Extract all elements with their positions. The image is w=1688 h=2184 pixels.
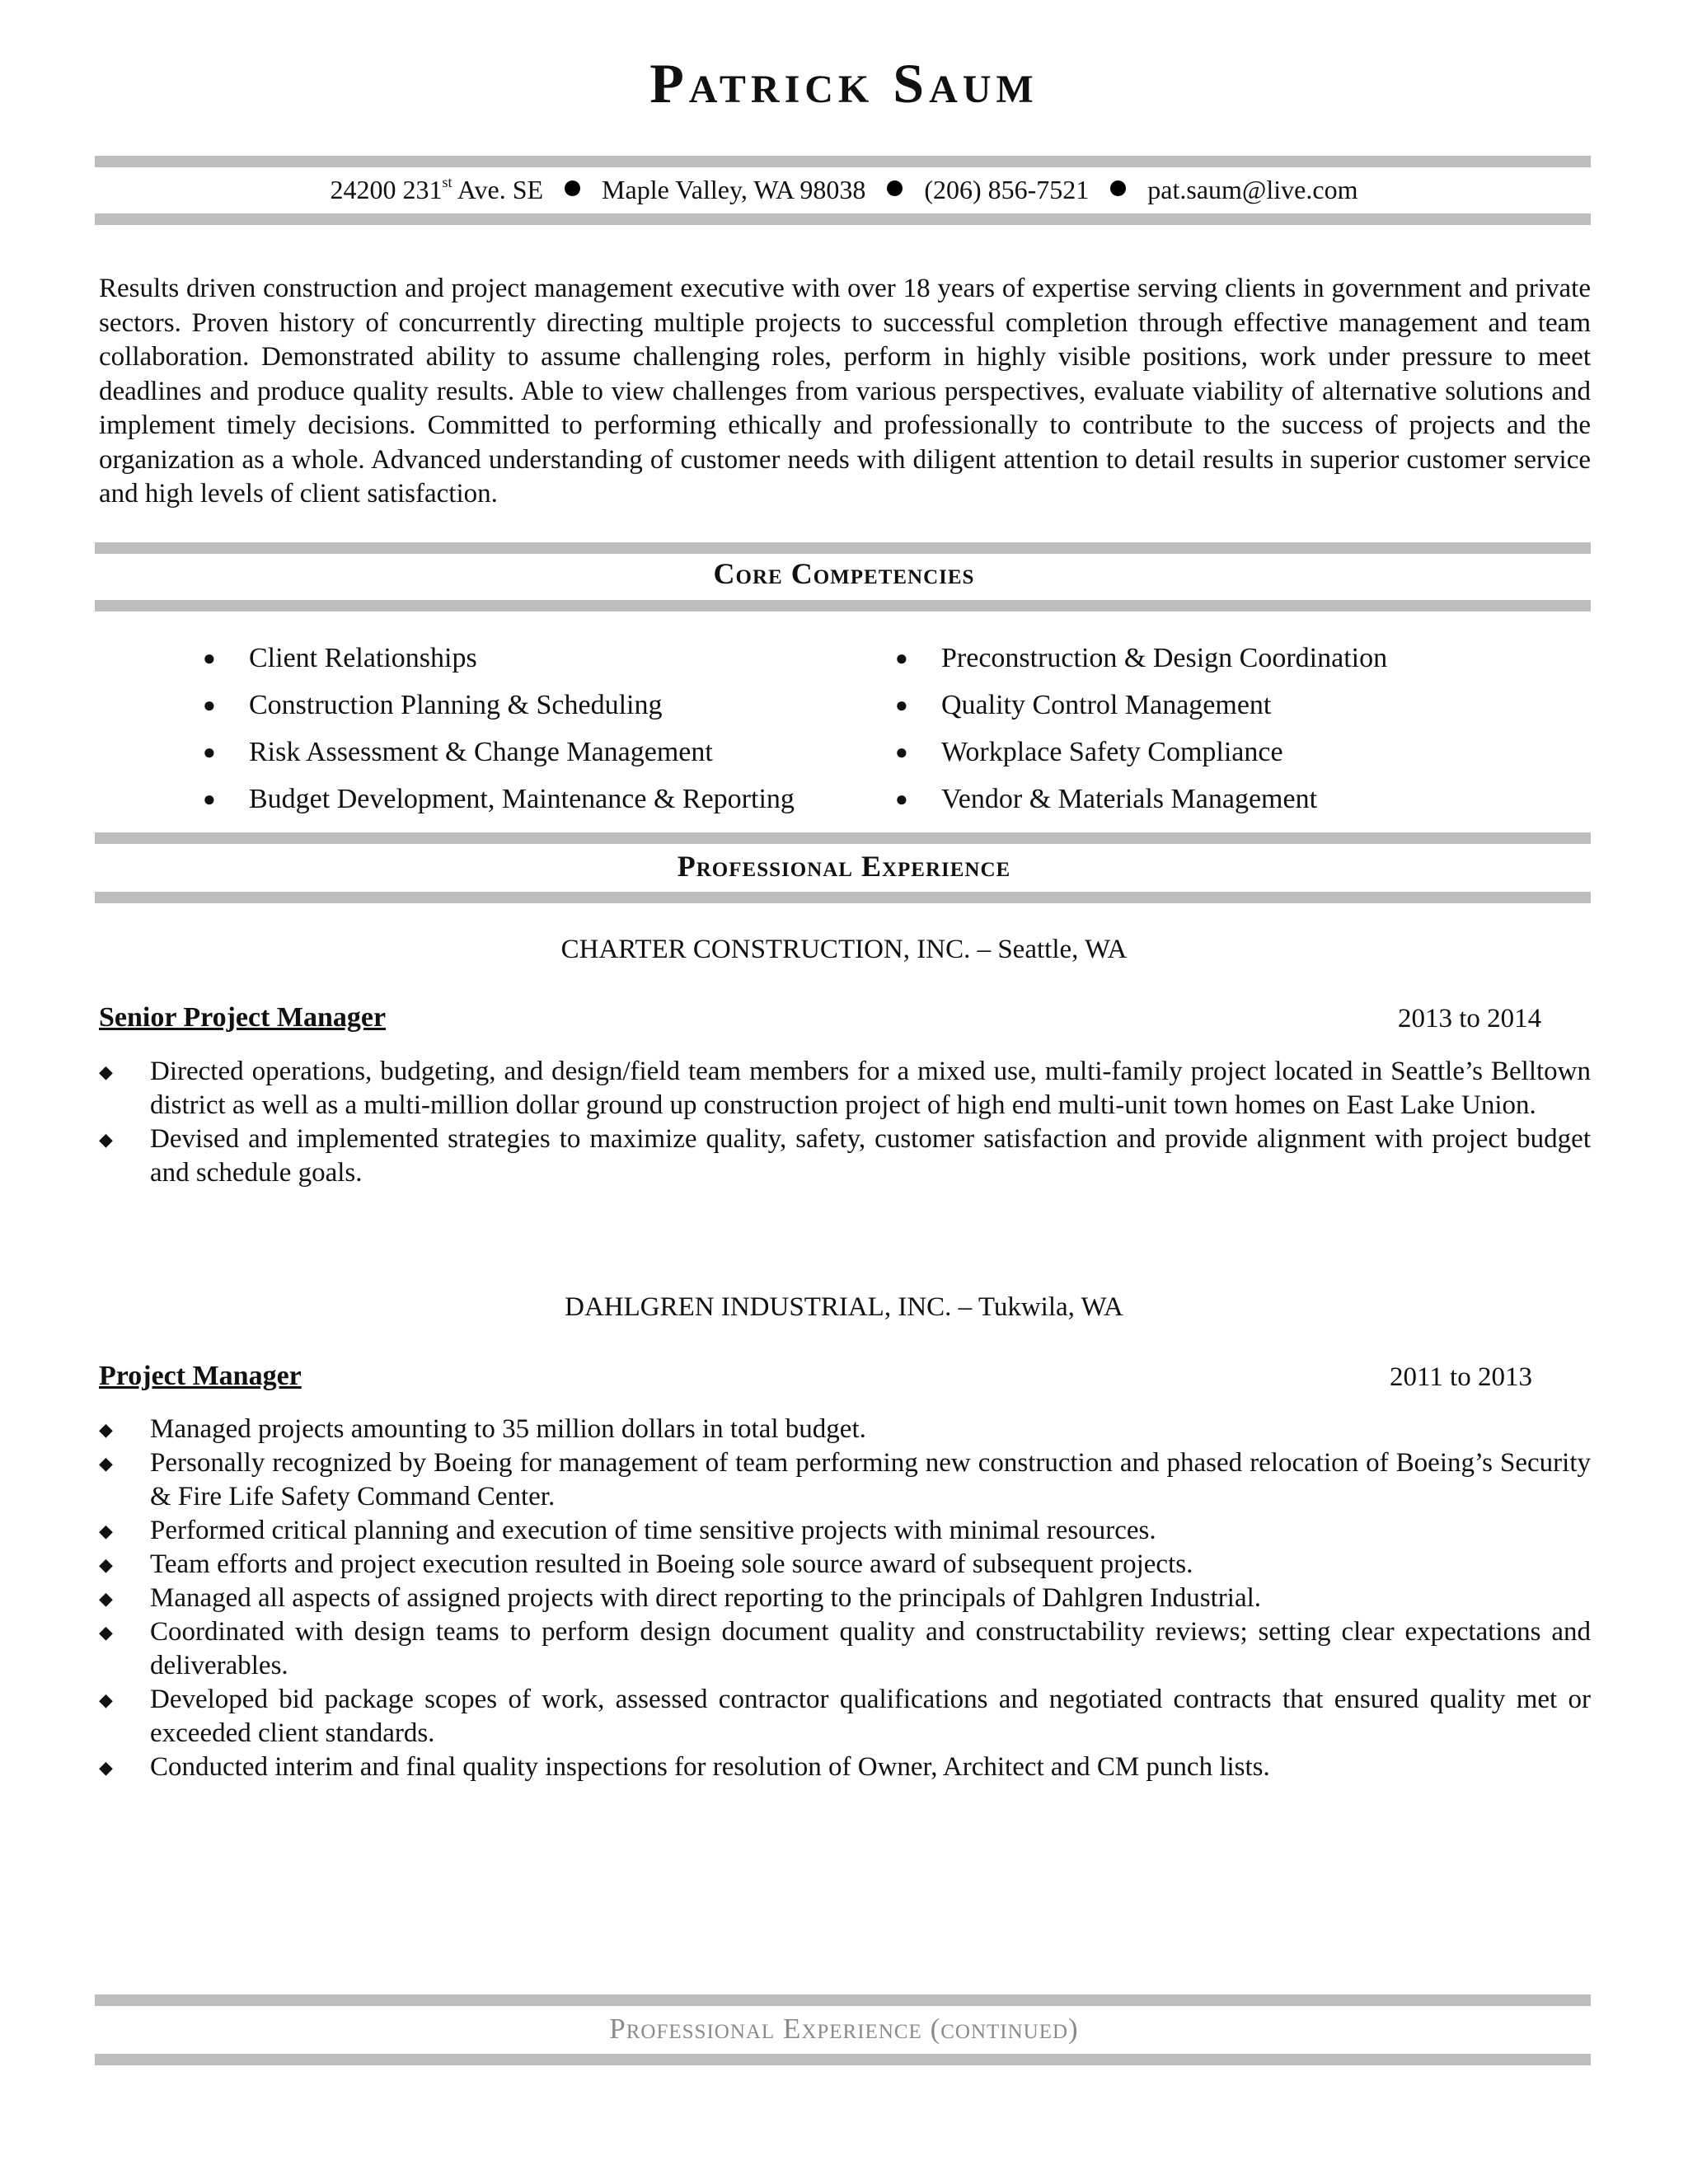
professional-summary: Results driven construction and project management executive with over 18 years of expertise serving clients in government and private sectors. Proven history of concurrently directing multiple projects to successful completion through effective management and team collaboration. Demonstrated ability to assume challenging roles, perform in highly visible positions, work under pressure to meet deadlines and produce quality results. Able to view challenges from various perspectives, evaluate viability of alternative solutions and implement timely decisions. Committed to performing ethically and professionally to contribute to the success of projects and the organization as a whole. Advanced understanding of customer needs with diligent attention to detail results in superior customer service and high levels of client satisfaction. — [99, 274, 1591, 509]
bullet-icon: ● — [203, 646, 216, 670]
divider-bar — [95, 832, 1591, 844]
competencies-right-column — [895, 635, 1571, 823]
divider-bar — [95, 1994, 1591, 2006]
separator-dot-icon — [1110, 180, 1126, 196]
list-item: ◆ Devised and implemented strategies to maximize quality, safety, customer satisfaction and provide alignment with project budget and schedule goals. — [99, 1124, 1591, 1188]
divider-bar — [95, 213, 1591, 225]
bullet-icon: ● — [895, 693, 908, 717]
diamond-bullet-icon: ◆ — [99, 1757, 113, 1778]
candidate-name: Patrick Saum — [649, 52, 1039, 115]
job-dates: 2011 to 2013 — [1390, 1362, 1532, 1392]
list-item: ● Workplace Safety Compliance — [895, 729, 1571, 776]
bullet-icon: ● — [895, 646, 908, 670]
bullet-icon: ● — [895, 787, 908, 811]
list-item: ● Quality Control Management — [895, 682, 1571, 729]
company-heading: DAHLGREN INDUSTRIAL, INC. – Tukwila, WA — [565, 1292, 1123, 1322]
list-item: ● Risk Assessment & Change Management — [203, 729, 879, 776]
company-heading: CHARTER CONSTRUCTION, INC. – Seattle, WA — [560, 935, 1128, 964]
diamond-bullet-icon: ◆ — [99, 1588, 113, 1609]
list-item: ◆ Conducted interim and final quality inspections for resolution of Owner, Architect and CM punch lists. — [99, 1750, 1591, 1784]
email-address: pat.saum@live.com — [1147, 175, 1358, 204]
section-title-professional-experience: Professional Experience — [677, 850, 1011, 883]
bullet-icon: ● — [203, 693, 216, 717]
list-item: ◆ Coordinated with design teams to perform design document quality and constructability reviews; setting clear expectations and deliverables. — [99, 1617, 1591, 1680]
list-item: ◆ Developed bid package scopes of work, assessed contractor qualifications and negotiated contracts that ensured quality met or exceeded client standards. — [99, 1685, 1591, 1748]
divider-bar — [95, 156, 1591, 167]
diamond-bullet-icon: ◆ — [99, 1622, 113, 1643]
job-bullets — [99, 1413, 1591, 1784]
list-item: ◆ Personally recognized by Boeing for management of team performing new construction and phased relocation of Boeing’s Security & Fire Life Safety Command Center. — [99, 1448, 1591, 1511]
list-item: ◆ Managed all aspects of assigned projects with direct reporting to the principals of Dahlgren Industrial. — [99, 1582, 1591, 1615]
list-item: ● Construction Planning & Scheduling — [203, 682, 879, 729]
separator-dot-icon — [565, 180, 580, 196]
diamond-bullet-icon: ◆ — [99, 1453, 113, 1474]
job-dates: 2013 to 2014 — [1398, 1004, 1542, 1033]
list-item: ● Vendor & Materials Management — [895, 776, 1571, 823]
section-title-continued: Professional Experience (continued) — [609, 2013, 1079, 2045]
diamond-bullet-icon: ◆ — [99, 1062, 113, 1082]
list-item: ◆ Managed projects amounting to 35 million dollars in total budget. — [99, 1413, 1591, 1446]
section-title-core-competencies: Core Competencies — [713, 557, 975, 590]
job-title: Senior Project Manager — [99, 1002, 387, 1033]
diamond-bullet-icon: ◆ — [99, 1129, 113, 1150]
bullet-icon: ● — [895, 740, 908, 764]
list-item: ● Preconstruction & Design Coordination — [895, 635, 1571, 682]
job-title: Project Manager — [99, 1361, 302, 1391]
diamond-bullet-icon: ◆ — [99, 1690, 113, 1710]
diamond-bullet-icon: ◆ — [99, 1554, 113, 1575]
divider-bar — [95, 600, 1591, 612]
list-item: ◆ Performed critical planning and execution of time sensitive projects with minimal resources. — [99, 1514, 1591, 1548]
list-item: ◆ Team efforts and project execution resulted in Boeing sole source award of subsequent projects. — [99, 1548, 1591, 1582]
diamond-bullet-icon: ◆ — [99, 1419, 113, 1440]
competencies-left-column — [203, 635, 879, 823]
diamond-bullet-icon: ◆ — [99, 1521, 113, 1541]
contact-line — [0, 174, 1688, 205]
list-item: ● Client Relationships — [203, 635, 879, 682]
bullet-icon: ● — [203, 740, 216, 764]
address-city: Maple Valley, WA 98038 — [602, 175, 866, 204]
divider-bar — [95, 2054, 1591, 2065]
list-item: ● Budget Development, Maintenance & Reporting — [203, 776, 879, 823]
list-item: ◆ Directed operations, budgeting, and design/field team members for a mixed use, multi-family project located in Seattle’s Belltown district as well as a multi-million dollar ground up construction project of high end multi-unit town homes on East Lake Union. — [99, 1057, 1591, 1120]
divider-bar — [95, 892, 1591, 903]
address-street: 24200 231st Ave. SE — [330, 174, 544, 204]
separator-dot-icon — [887, 180, 903, 196]
phone-number: (206) 856-7521 — [924, 175, 1090, 204]
job-bullets — [99, 1055, 1591, 1190]
bullet-icon: ● — [203, 787, 216, 811]
divider-bar — [95, 542, 1591, 554]
